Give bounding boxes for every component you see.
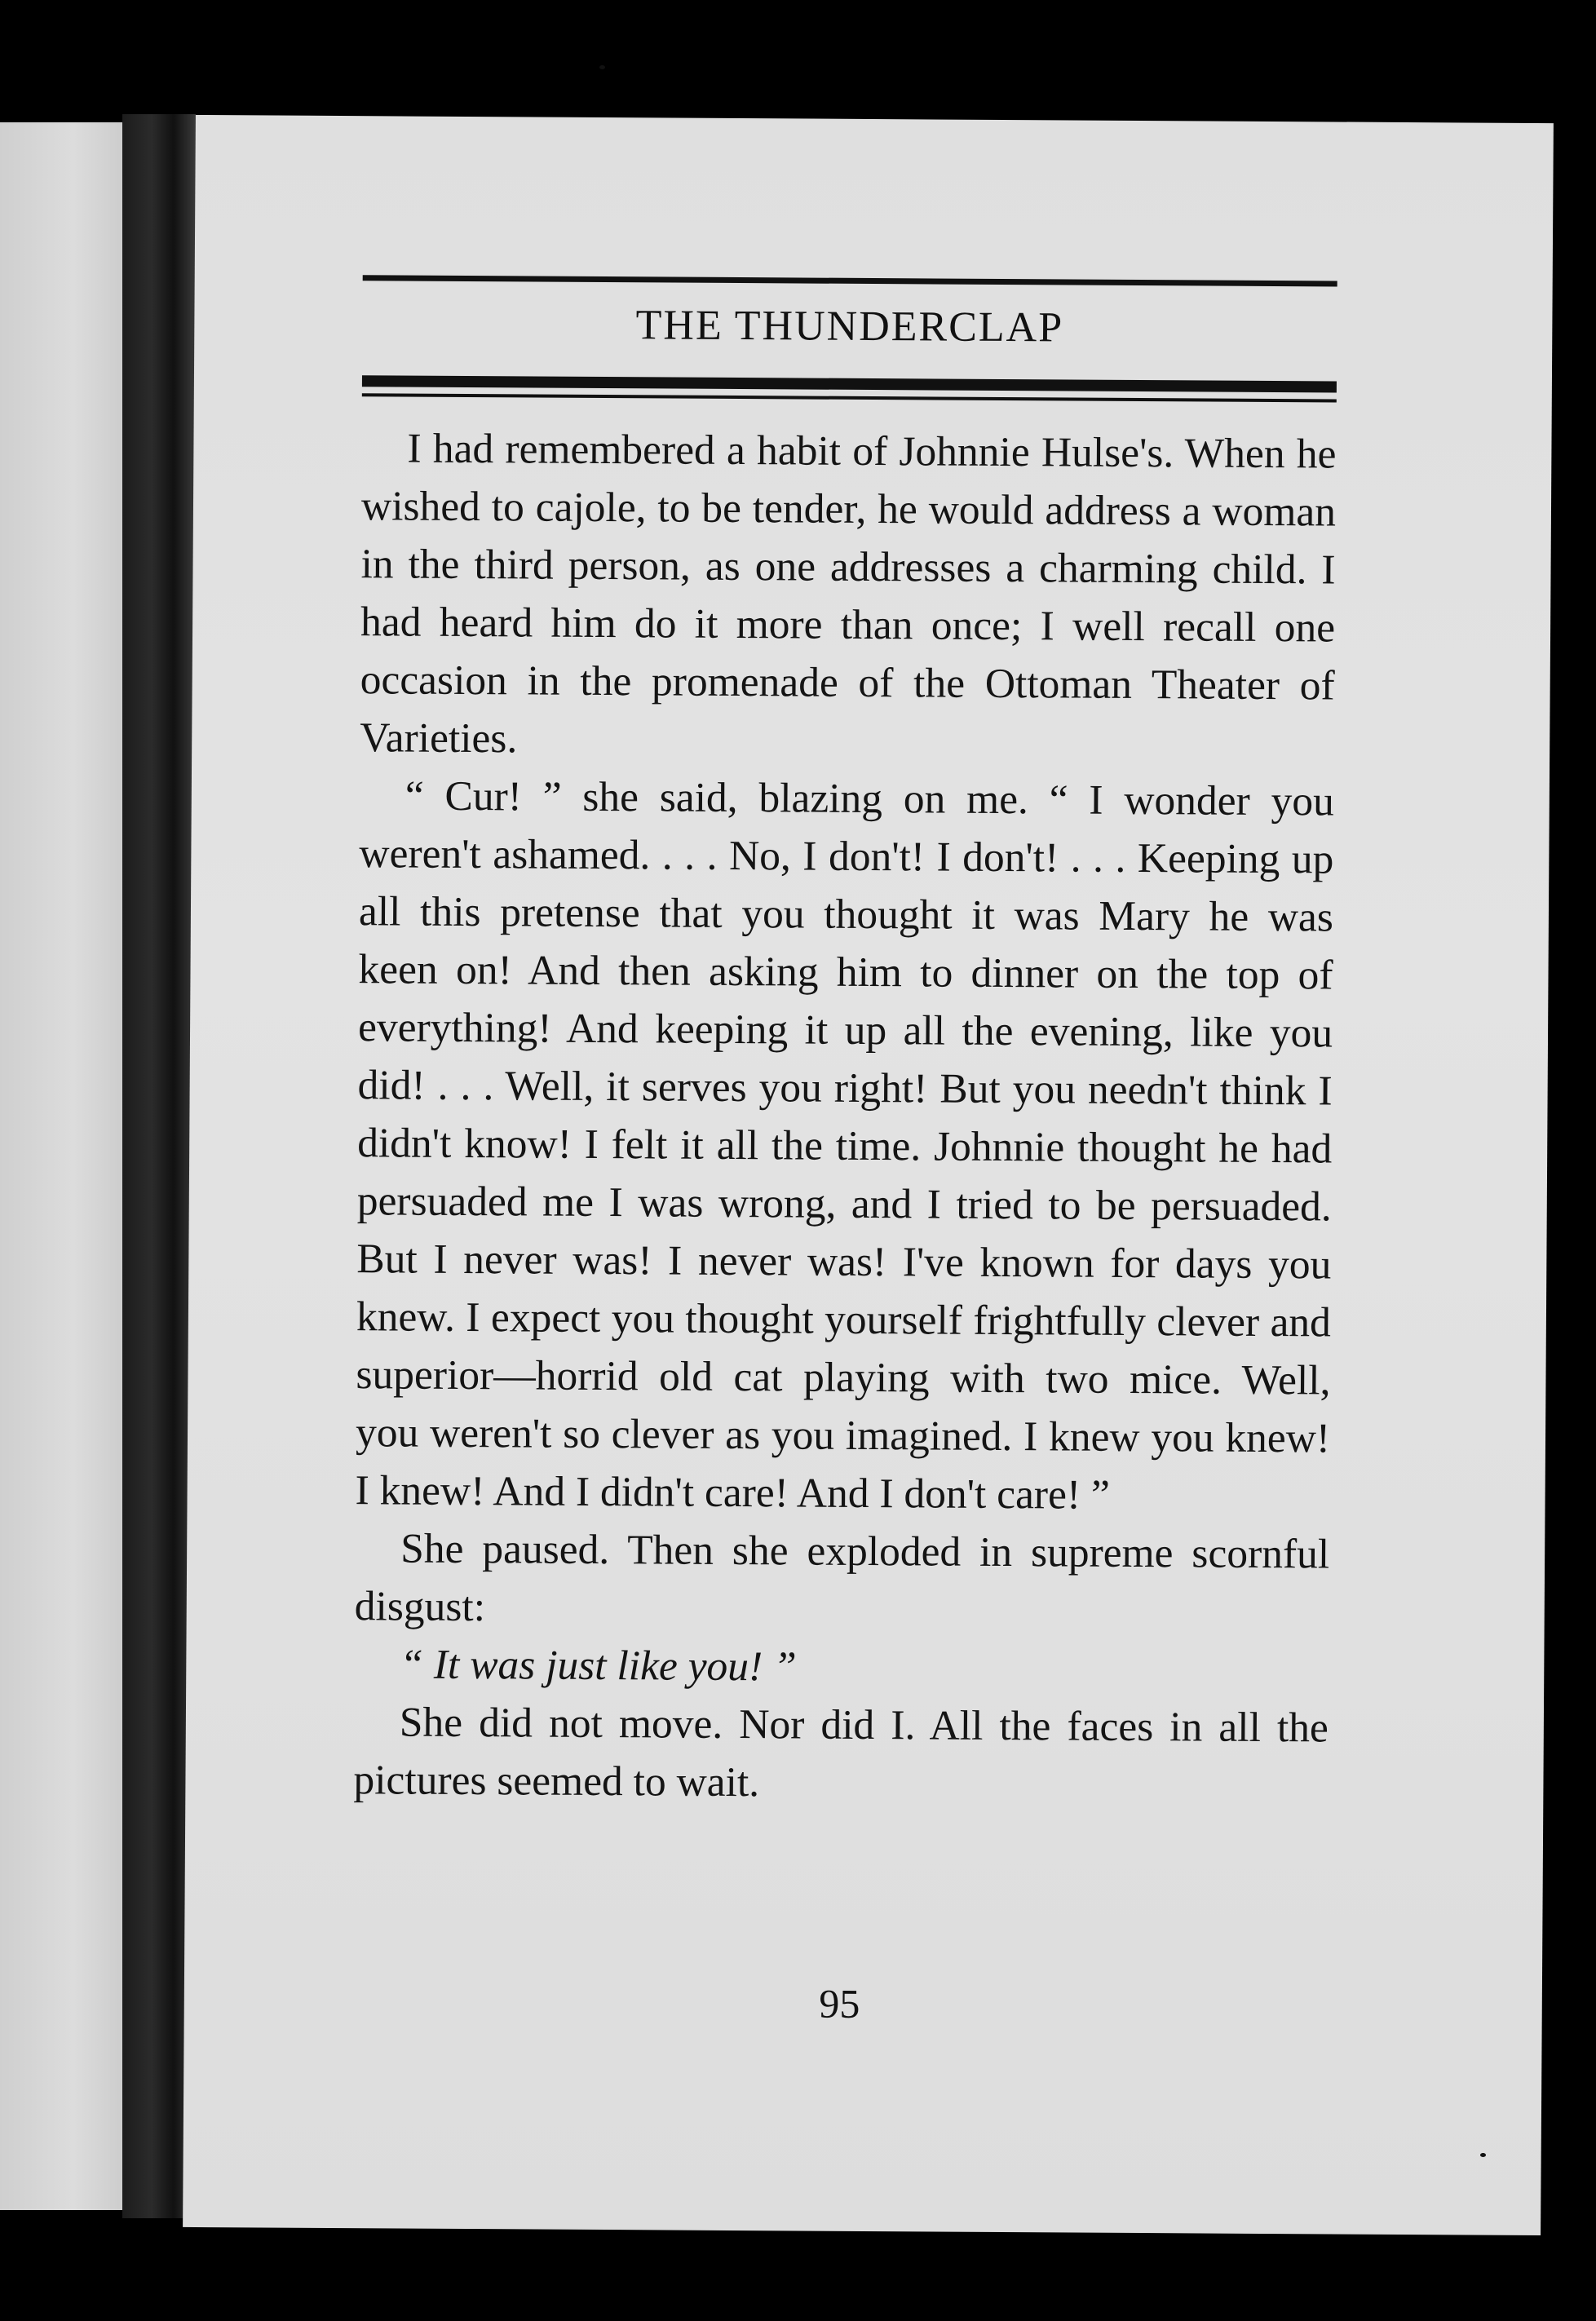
body-text <box>353 419 1336 1815</box>
page-number: 95 <box>819 1980 860 2027</box>
header-top-rule <box>363 275 1337 286</box>
paragraph: “ Cur! ” she said, blazing on me. “ I wonder you weren't ashamed. . . . No, I don't! I don't! . . . Keeping up all this pretense that you thought it was Mary he was keen on! And then asking him to dinner on the top of everything! And keeping it up all the evening, like you did! . . . Well, it serves you right! But you needn't think I didn't know! I felt it all the time. Johnnie thought he had persuaded me I was wrong, and I tried to be persuaded. But I never was! I never was! I've known for days you knew. I expect you thought yourself frightfully clever and superior—horrid old cat playing with two mice. Well, you weren't so clever as you imagined. I knew you knew! I knew! And I didn't care! And I don't care! ” <box>355 772 1334 1519</box>
paragraph: She did not move. Nor did I. All the faces in all the pictures seemed to wait. <box>353 1699 1329 1806</box>
header-bottom-rule <box>362 375 1337 392</box>
running-head: THE THUNDERCLAP <box>635 302 1064 351</box>
paragraph: She paused. Then she exploded in supreme scornful disgust: <box>354 1525 1330 1631</box>
paragraph-italic: “ It was just like you! ” <box>400 1641 797 1691</box>
facing-page-edge <box>0 122 122 2210</box>
book-page <box>183 115 1554 2235</box>
paragraph: I had remembered a habit of Johnnie Hulse's. When he wished to cajole, to be tender, he would address a woman in the third person, as one addresses a charming child. I had heard him do it more than once; I well recall one occasion in the promenade of the Ottoman Theater of Varieties. <box>360 425 1337 763</box>
scan-speck <box>1480 2153 1486 2157</box>
header-bottom-rule-thin <box>362 393 1337 402</box>
scan-speck <box>599 65 605 69</box>
